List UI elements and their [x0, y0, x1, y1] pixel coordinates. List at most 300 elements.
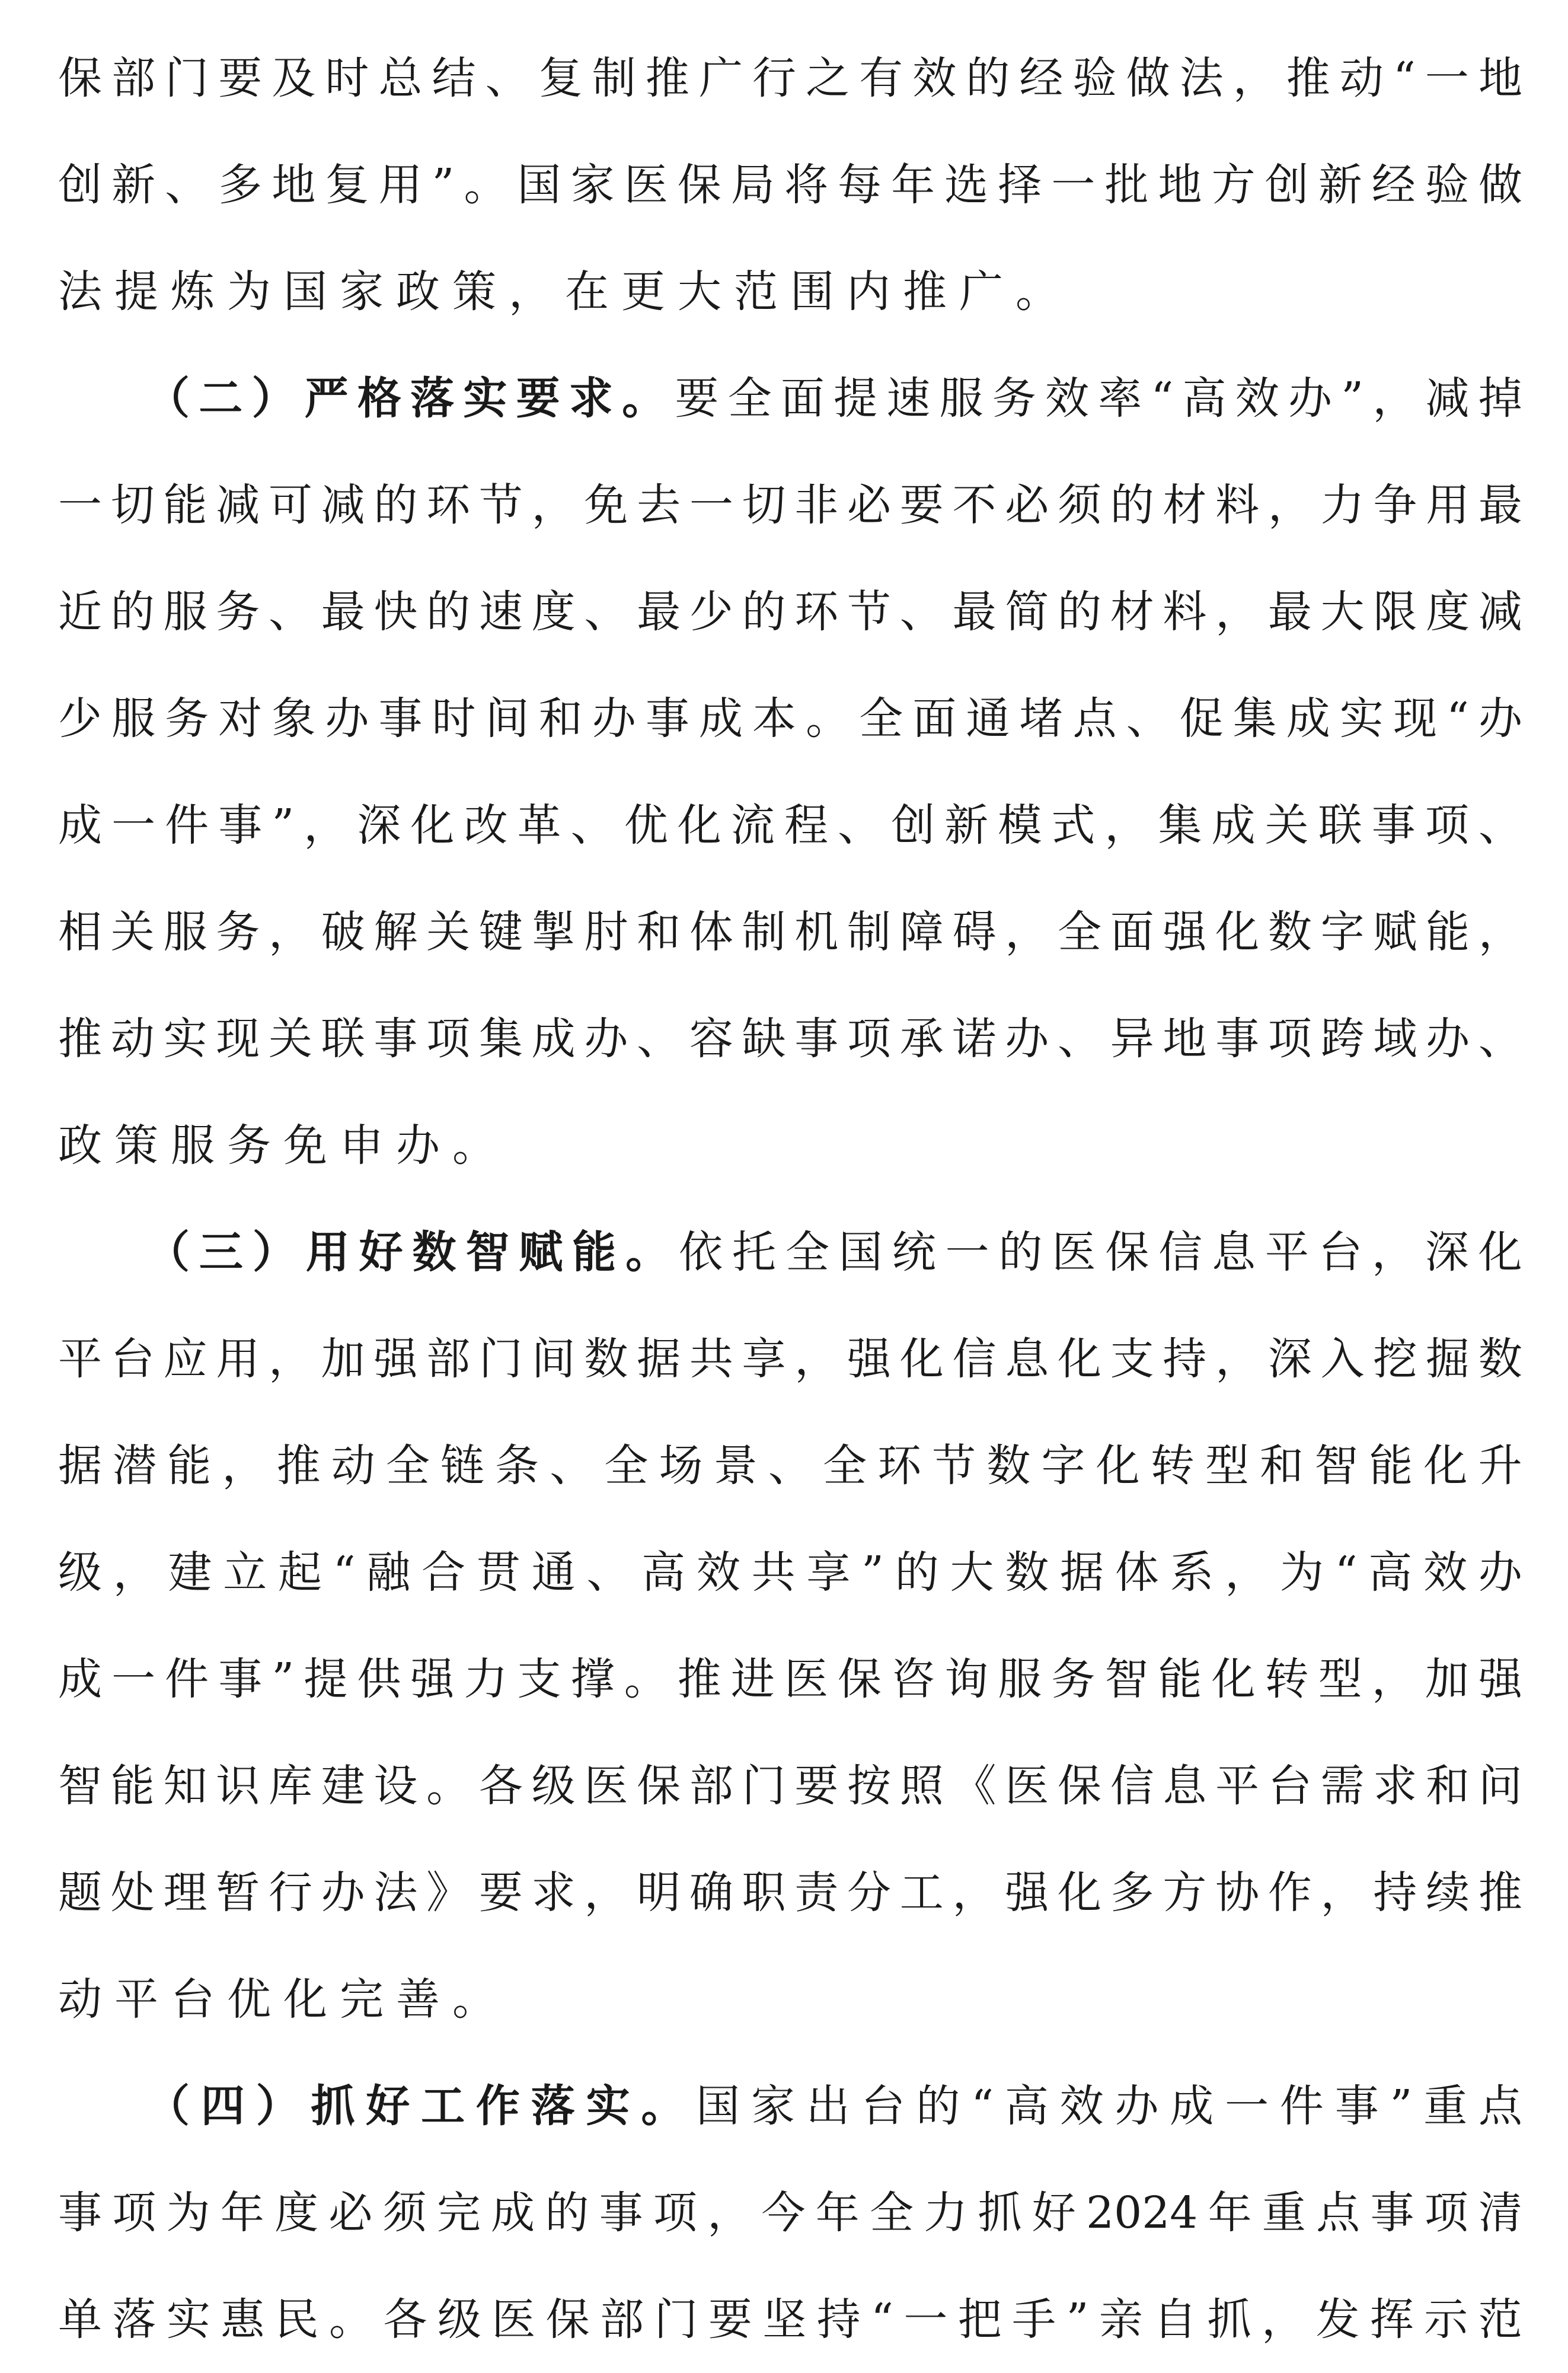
- text-char: 简: [1005, 586, 1049, 637]
- text-char: 和: [1260, 1440, 1304, 1491]
- text-char: 关: [426, 907, 471, 958]
- paragraph-line: [58, 665, 1522, 772]
- text-char: 一: [689, 480, 733, 531]
- text-char: 化: [677, 800, 721, 851]
- text-char: ，: [113, 1547, 157, 1598]
- text-char: 建: [321, 1760, 365, 1811]
- text-char: 面: [1110, 907, 1154, 958]
- text-char: 事: [1215, 1013, 1260, 1064]
- text-char: 环: [794, 586, 839, 637]
- text-char: 为: [227, 266, 271, 317]
- paragraph-line: [58, 1092, 1522, 1199]
- text-char: 医: [491, 2294, 536, 2345]
- text-char: 挖: [1373, 1334, 1417, 1385]
- text-char: 去: [637, 480, 681, 531]
- text-char: 少: [689, 586, 733, 637]
- text-char: ”: [861, 1547, 884, 1598]
- text-char: 率: [1098, 373, 1142, 424]
- text-char: 务: [216, 586, 260, 637]
- text-char: 本: [752, 693, 797, 744]
- text-char: 力: [464, 1654, 508, 1705]
- text-char: 台: [1318, 1227, 1362, 1278]
- text-char: 最: [637, 586, 681, 637]
- text-char: 的: [1057, 586, 1101, 637]
- text-char: 系: [1170, 1547, 1214, 1598]
- text-char: 平: [114, 1974, 158, 2025]
- text-char: 务: [216, 907, 260, 958]
- text-char: 2024: [1086, 2187, 1198, 2238]
- text-char: 减: [216, 480, 260, 531]
- text-char: ，: [1232, 53, 1277, 104]
- heading-char: 实: [586, 2081, 630, 2132]
- text-char: 模: [998, 800, 1042, 851]
- text-char: 撑: [570, 1654, 615, 1705]
- text-char: 息: [1163, 1760, 1207, 1811]
- heading-char: 格: [357, 373, 401, 424]
- text-char: 保: [58, 53, 102, 104]
- text-char: 限: [1373, 586, 1417, 637]
- text-char: ，: [584, 1867, 628, 1918]
- text-char: 的: [916, 2081, 960, 2132]
- text-char: 速: [886, 373, 931, 424]
- text-char: 亲: [1098, 2294, 1143, 2345]
- text-char: 的: [895, 1547, 939, 1598]
- text-char: 完: [340, 1974, 384, 2025]
- text-char: 融: [366, 1547, 411, 1598]
- text-char: 改: [464, 800, 508, 851]
- text-char: 善: [396, 1974, 440, 2025]
- text-char: 通: [966, 693, 1010, 744]
- text-char: 全: [604, 1440, 649, 1491]
- text-char: 全: [385, 1440, 430, 1491]
- text-char: 事: [1371, 800, 1416, 851]
- text-char: 问: [1478, 1760, 1522, 1811]
- text-char: 一: [903, 2294, 948, 2345]
- text-char: 坚: [762, 2294, 807, 2345]
- text-char: 服: [111, 693, 156, 744]
- text-char: 照: [899, 1760, 944, 1811]
- text-char: ，: [268, 907, 312, 958]
- text-char: 升: [1478, 1440, 1522, 1491]
- text-char: 切: [742, 480, 786, 531]
- text-char: 好: [1032, 2187, 1076, 2238]
- text-char: 异: [1110, 1013, 1154, 1064]
- text-char: 集: [1232, 693, 1277, 744]
- text-char: 、: [570, 800, 615, 851]
- text-char: 通: [531, 1547, 576, 1598]
- text-char: 能: [110, 1760, 155, 1811]
- text-char: 行: [268, 1867, 312, 1918]
- text-char: 围: [790, 266, 834, 317]
- text-char: 化: [899, 1334, 944, 1385]
- text-char: 挥: [1369, 2294, 1414, 2345]
- text-char: 事: [794, 1013, 839, 1064]
- text-char: “: [1334, 1547, 1358, 1598]
- text-char: 减: [1478, 586, 1522, 637]
- text-char: 内: [847, 266, 890, 317]
- text-char: “: [333, 1547, 356, 1598]
- text-char: 料: [1215, 480, 1260, 531]
- text-char: 经: [1371, 160, 1416, 210]
- text-char: 项: [847, 1013, 892, 1064]
- text-char: 办: [1288, 373, 1332, 424]
- text-char: 化: [1478, 1227, 1522, 1278]
- text-char: 办: [321, 1867, 365, 1918]
- text-char: 节: [847, 586, 892, 637]
- text-char: 肘: [584, 907, 628, 958]
- text-char: 惠: [221, 2294, 265, 2345]
- text-char: 场: [659, 1440, 703, 1491]
- text-char: 料: [1163, 586, 1207, 637]
- text-char: 合: [421, 1547, 466, 1598]
- text-char: 动: [1339, 53, 1384, 104]
- text-char: 集: [1158, 800, 1202, 851]
- text-char: 创: [891, 800, 935, 851]
- text-char: 单: [58, 2294, 102, 2345]
- heading-char: （: [146, 373, 190, 424]
- text-char: 托: [732, 1227, 776, 1278]
- text-char: 清: [1478, 2187, 1522, 2238]
- section-heading-line: [58, 345, 1522, 452]
- text-char: 做: [1126, 53, 1170, 104]
- text-char: 强: [373, 1334, 418, 1385]
- text-char: 优: [624, 800, 668, 851]
- text-char: 办: [396, 1120, 440, 1171]
- text-char: 台: [1267, 1760, 1312, 1811]
- text-char: 智: [1104, 1654, 1149, 1705]
- text-char: 策: [114, 1120, 158, 1171]
- text-char: 争: [1373, 480, 1417, 531]
- text-char: 材: [1110, 586, 1154, 637]
- text-char: 部: [689, 1760, 733, 1811]
- text-char: 机: [794, 907, 839, 958]
- text-char: 潜: [113, 1440, 157, 1491]
- text-char: 享: [742, 1334, 786, 1385]
- text-char: 革: [517, 800, 561, 851]
- text-char: 间: [531, 1334, 576, 1385]
- text-char: 制: [592, 53, 636, 104]
- text-char: 推: [903, 266, 947, 317]
- text-char: 国: [696, 2081, 740, 2132]
- text-char: 服: [998, 1654, 1042, 1705]
- text-char: 自: [1153, 2294, 1197, 2345]
- text-char: 环: [877, 1440, 922, 1491]
- text-char: 平: [1265, 1227, 1310, 1278]
- text-char: 动: [110, 1013, 155, 1064]
- text-char: 确: [689, 1867, 733, 1918]
- text-char: 。: [426, 1760, 471, 1811]
- text-char: 能: [163, 480, 207, 531]
- text-char: 成: [58, 800, 102, 851]
- text-char: 示: [1424, 2294, 1468, 2345]
- text-char: 化: [1211, 1654, 1256, 1705]
- text-char: 结: [432, 53, 476, 104]
- text-char: 事: [373, 1013, 418, 1064]
- text-char: 提: [304, 1654, 348, 1705]
- text-char: 办: [1426, 1013, 1470, 1064]
- text-char: 全: [785, 1227, 829, 1278]
- text-char: 多: [218, 160, 263, 210]
- text-char: 能: [1369, 1440, 1413, 1491]
- text-char: 进: [730, 1654, 775, 1705]
- text-char: 申: [340, 1120, 384, 1171]
- heading-char: 二: [199, 373, 243, 424]
- text-char: 务: [165, 693, 209, 744]
- text-char: 办: [1005, 1013, 1049, 1064]
- text-char: 门: [165, 53, 209, 104]
- paragraph-line: [58, 132, 1522, 238]
- text-char: 一: [1425, 53, 1469, 104]
- text-char: 须: [382, 2187, 427, 2238]
- text-char: 环: [426, 480, 471, 531]
- text-char: 集: [478, 1013, 523, 1064]
- text-char: 少: [58, 693, 102, 744]
- text-char: 和: [637, 907, 681, 958]
- heading-char: 抓: [311, 2081, 355, 2132]
- text-char: 立: [223, 1547, 267, 1598]
- text-char: 、: [586, 1547, 631, 1598]
- text-char: 件: [165, 800, 209, 851]
- text-char: ，: [1371, 1654, 1416, 1705]
- text-char: 设: [373, 1760, 418, 1811]
- text-char: 持: [1163, 1334, 1207, 1385]
- text-char: 破: [321, 907, 365, 958]
- text-char: 近: [58, 586, 102, 637]
- text-char: 入: [1320, 1334, 1365, 1385]
- text-char: 跨: [1320, 1013, 1365, 1064]
- text-char: ，: [304, 800, 348, 851]
- text-char: 创: [1264, 160, 1309, 210]
- text-char: 效: [912, 53, 957, 104]
- text-char: 办: [584, 1013, 628, 1064]
- text-char: 家: [340, 266, 384, 317]
- text-char: 智: [1314, 1440, 1359, 1491]
- text-char: 字: [1041, 1440, 1085, 1491]
- text-char: “: [1446, 693, 1469, 744]
- text-char: 象: [272, 693, 316, 744]
- text-char: 及: [272, 53, 316, 104]
- text-char: 知: [163, 1760, 207, 1811]
- text-char: 强: [1005, 1867, 1049, 1918]
- heading-char: ）: [256, 2081, 300, 2132]
- text-char: 缺: [742, 1013, 786, 1064]
- text-char: 据: [1059, 1547, 1104, 1598]
- text-char: 转: [1264, 1654, 1309, 1705]
- text-char: 地: [1478, 53, 1522, 104]
- text-char: 推: [645, 53, 689, 104]
- heading-char: 严: [304, 373, 349, 424]
- heading-char: 作: [475, 2081, 520, 2132]
- text-char: 和: [538, 693, 583, 744]
- text-char: 要: [708, 2294, 752, 2345]
- text-char: 手: [1012, 2294, 1056, 2345]
- text-char: 式: [1051, 800, 1096, 851]
- heading-char: 数: [412, 1227, 456, 1278]
- text-char: 国: [517, 160, 561, 210]
- text-char: 将: [784, 160, 828, 210]
- text-char: 办: [1114, 2081, 1159, 2132]
- text-char: 年: [1208, 2187, 1252, 2238]
- text-char: 一: [945, 1227, 989, 1278]
- text-char: 化: [1215, 907, 1260, 958]
- text-char: 务: [227, 1120, 271, 1171]
- text-char: 赋: [1373, 907, 1417, 958]
- text-char: 咨: [891, 1654, 935, 1705]
- text-char: 强: [847, 1334, 892, 1385]
- text-char: 件: [165, 1654, 209, 1705]
- text-char: 深: [357, 800, 401, 851]
- paragraph-line: [58, 452, 1522, 559]
- text-char: 联: [1318, 800, 1362, 851]
- text-char: 批: [1104, 160, 1149, 210]
- text-char: 数: [584, 1334, 628, 1385]
- text-char: 要: [675, 373, 719, 424]
- text-char: 支: [517, 1654, 561, 1705]
- text-char: 。: [624, 1654, 668, 1705]
- text-char: 、: [1478, 800, 1522, 851]
- heading-char: 用: [305, 1227, 350, 1278]
- text-char: 减: [1425, 373, 1470, 424]
- text-char: 推: [1286, 53, 1330, 104]
- text-char: 。: [806, 693, 850, 744]
- paragraph-line: [58, 1733, 1522, 1839]
- text-char: 加: [321, 1334, 365, 1385]
- text-char: 依: [679, 1227, 723, 1278]
- text-char: 持: [1373, 1867, 1417, 1918]
- text-char: 广: [698, 53, 743, 104]
- text-char: 减: [321, 480, 365, 531]
- text-char: 的: [998, 1227, 1043, 1278]
- text-char: 高: [641, 1547, 686, 1598]
- text-char: 容: [689, 1013, 733, 1064]
- heading-char: 求: [569, 373, 613, 424]
- text-char: 一: [58, 480, 102, 531]
- text-char: 效: [1235, 373, 1279, 424]
- heading-char: （: [146, 2081, 190, 2132]
- text-char: 据: [637, 1334, 681, 1385]
- text-char: 、: [165, 160, 209, 210]
- text-char: 速: [478, 586, 523, 637]
- text-char: 需: [1320, 1760, 1365, 1811]
- text-char: 办: [325, 693, 369, 744]
- text-char: 《: [952, 1760, 997, 1811]
- text-char: 完: [436, 2187, 481, 2238]
- text-char: 事: [645, 693, 689, 744]
- text-char: 平: [1215, 1760, 1260, 1811]
- text-char: 地: [1163, 1013, 1207, 1064]
- text-char: 务: [992, 373, 1036, 424]
- text-char: 项: [426, 1013, 471, 1064]
- text-char: 暂: [216, 1867, 260, 1918]
- heading-char: 工: [421, 2081, 465, 2132]
- text-char: 总: [378, 53, 423, 104]
- text-char: 掣: [531, 907, 576, 958]
- text-char: 题: [58, 1867, 102, 1918]
- text-char: 强: [1163, 907, 1207, 958]
- text-char: 部: [111, 53, 156, 104]
- text-char: 协: [1215, 1867, 1260, 1918]
- text-char: 大: [1320, 586, 1365, 637]
- text-char: 点: [1478, 2081, 1522, 2132]
- text-char: 一: [111, 1654, 156, 1705]
- text-char: ，: [509, 266, 553, 317]
- text-char: 全: [859, 693, 903, 744]
- heading-char: 赋: [519, 1227, 563, 1278]
- text-char: 成: [531, 1013, 576, 1064]
- text-char: 体: [689, 907, 733, 958]
- text-char: 保: [1105, 1227, 1149, 1278]
- text-char: 提: [834, 373, 878, 424]
- heading-char: 好: [359, 1227, 403, 1278]
- paragraph-line: [58, 1306, 1522, 1412]
- text-char: 数: [1478, 1334, 1522, 1385]
- text-char: 的: [545, 2187, 589, 2238]
- text-char: 流: [730, 800, 775, 851]
- text-char: ，: [1372, 373, 1417, 424]
- text-char: 在: [565, 266, 609, 317]
- text-char: 不: [952, 480, 997, 531]
- text-char: “: [1151, 373, 1174, 424]
- paragraph-line: [58, 1839, 1522, 1946]
- text-char: 要: [218, 53, 263, 104]
- text-char: 成: [1211, 800, 1256, 851]
- text-char: ，: [531, 480, 576, 531]
- text-char: 件: [1279, 2081, 1324, 2132]
- text-char: 级: [531, 1760, 576, 1811]
- text-char: 级: [437, 2294, 481, 2345]
- text-char: 医: [1052, 1227, 1096, 1278]
- text-char: 择: [998, 160, 1042, 210]
- text-char: 广: [959, 266, 1003, 317]
- text-char: 度: [531, 586, 576, 637]
- text-char: 强: [410, 1654, 455, 1705]
- text-char: 间: [485, 693, 529, 744]
- text-char: 、: [1478, 1013, 1522, 1064]
- paragraph-line: [58, 25, 1522, 132]
- text-char: 医: [624, 160, 668, 210]
- text-char: 保: [838, 1654, 882, 1705]
- text-char: ”: [1341, 373, 1364, 424]
- paragraph-line: [58, 1412, 1522, 1519]
- text-char: 化: [1423, 1440, 1468, 1491]
- text-char: 按: [847, 1760, 892, 1811]
- text-char: 服: [939, 373, 983, 424]
- text-char: 实: [163, 1013, 207, 1064]
- paragraph-line: [58, 985, 1522, 1092]
- document-page: [58, 25, 1522, 2373]
- text-char: 时: [325, 53, 369, 104]
- text-char: ，: [222, 1440, 266, 1491]
- text-char: 信: [1110, 1760, 1154, 1811]
- text-char: 大: [950, 1547, 994, 1598]
- text-char: 做: [1478, 160, 1522, 210]
- text-char: 、: [550, 1440, 594, 1491]
- text-char: 起: [278, 1547, 322, 1598]
- text-char: 诺: [952, 1013, 997, 1064]
- heading-char: 四: [200, 2081, 245, 2132]
- text-char: 解: [373, 907, 418, 958]
- text-char: 门: [654, 2294, 698, 2345]
- text-char: 能: [167, 1440, 212, 1491]
- text-char: 的: [426, 586, 471, 637]
- text-char: 节: [932, 1440, 976, 1491]
- text-char: 推: [677, 1654, 721, 1705]
- text-char: 部: [600, 2294, 644, 2345]
- text-char: ，: [1005, 907, 1049, 958]
- text-char: 点: [1316, 2187, 1361, 2238]
- text-char: 最: [1267, 586, 1312, 637]
- text-char: 掘: [1426, 1334, 1470, 1385]
